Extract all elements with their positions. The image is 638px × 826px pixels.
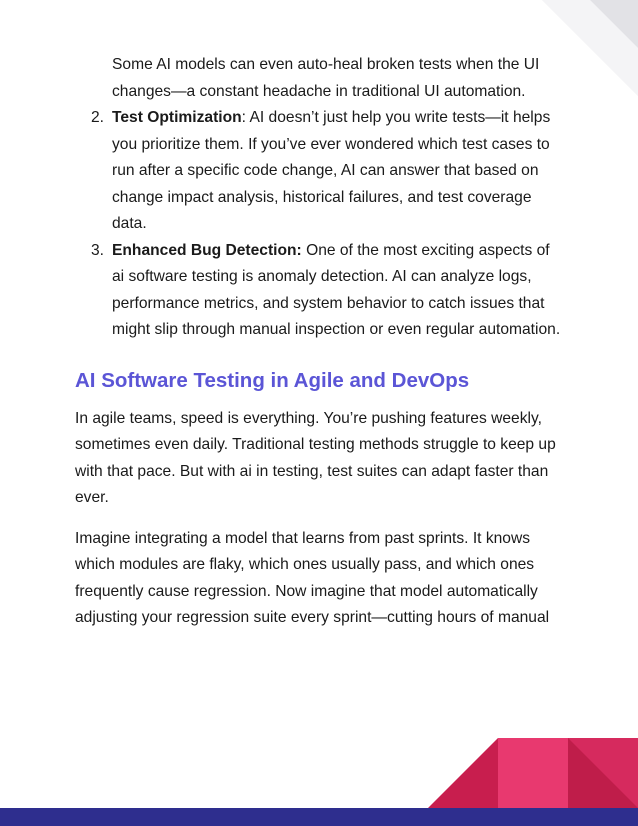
paragraph: In agile teams, speed is everything. You’re pushing features weekly, sometimes even daily. Traditional testing methods struggle to keep up with that pace. But with ai in testing, test suites can adapt faster than ever. [75, 409, 556, 506]
list-item [75, 105, 565, 238]
list-item-number: 2. [91, 109, 105, 126]
list-item-continuation: Some AI models can even auto-heal broken tests when the UI changes—a constant headache in traditional UI automation. [112, 56, 540, 100]
list-item-text: AI doesn’t just help you write tests—it helps you prioritize them. If you’ve ever wondered which test cases to run after a specific code change, AI can answer that based on change impact analysis, historical failures, and test coverage data. [112, 109, 551, 232]
footer-bar [0, 808, 638, 826]
list-item-title: Enhanced Bug Detection: [112, 241, 302, 259]
document-body [75, 52, 565, 646]
list-item-title: Test Optimization [112, 109, 242, 126]
section-heading: AI Software Testing in Agile and DevOps [75, 368, 470, 392]
list-item [75, 238, 565, 344]
list-item-title-suffix: : [241, 109, 247, 126]
list-item-text: One of the most exciting aspects of ai software testing is anomaly detection. AI can analyze logs, performance metrics, and system behavior to catch issues that might slip through manual inspection or even regular automation. [112, 241, 561, 338]
paragraph: Imagine integrating a model that learns from past sprints. It knows which modules are flaky, which ones usually pass, and which ones frequently cause regression. Now imagine that model automatically adjusting your regression suite every sprint—cutting hours of manual [75, 529, 550, 626]
corner-decoration-bottom-right [428, 738, 638, 808]
numbered-list [75, 105, 565, 344]
list-item-number: 3. [91, 241, 105, 259]
